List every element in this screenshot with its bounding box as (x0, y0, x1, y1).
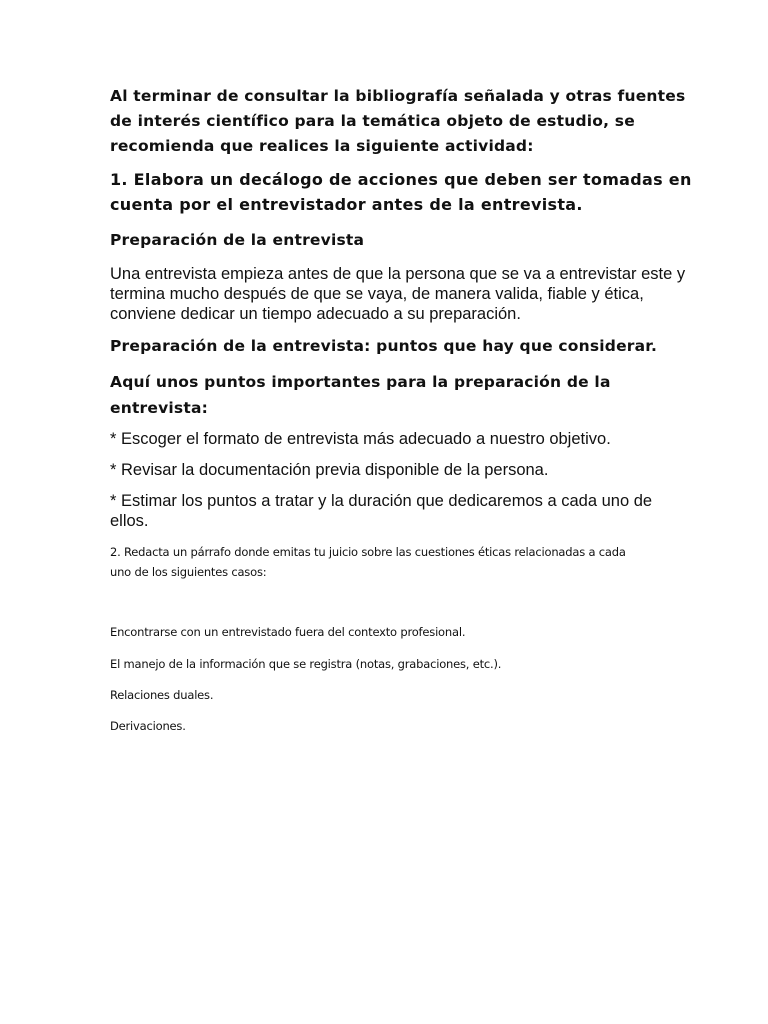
section-1-paragraph (110, 264, 686, 324)
bullet-line: * Estimar los puntos a tratar y la duración que dedicaremos a cada uno de (110, 492, 653, 510)
intro-line: Al terminar de consultar la bibliografía señalada y otras fuentes (110, 87, 686, 105)
section-1-line: Una entrevista empieza antes de que la persona que se va a entrevistar este y (110, 265, 686, 283)
intro-line: recomienda que realices la siguiente actividad: (110, 137, 534, 155)
section-2-heading: Preparación de la entrevista: puntos que hay que considerar. (110, 337, 658, 355)
case-item: Relaciones duales. (110, 688, 214, 702)
case-item: El manejo de la información que se registra (notas, grabaciones, etc.). (110, 657, 502, 671)
case-item: Derivaciones. (110, 719, 186, 733)
task-1-line: cuenta por el entrevistador antes de la entrevista. (110, 195, 583, 214)
section-1-heading: Preparación de la entrevista (110, 231, 365, 249)
section-1-line: termina mucho después de que se vaya, de manera valida, fiable y ética, (110, 285, 644, 303)
task-1-line: 1. Elabora un decálogo de acciones que deben ser tomadas en (110, 170, 692, 189)
section-2-subheading (110, 369, 670, 421)
intro-paragraph (110, 84, 686, 159)
bullet-item: * Revisar la documentación previa disponible de la persona. (110, 461, 549, 479)
task-2-line: 2. Redacta un párrafo donde emitas tu juicio sobre las cuestiones éticas relacionadas a cada (110, 545, 626, 559)
subheading-line: entrevista: (110, 399, 209, 417)
bullet-item (110, 491, 670, 531)
task-2-paragraph (110, 542, 670, 582)
task-1-paragraph (110, 167, 692, 217)
subheading-line: Aquí unos puntos importantes para la preparación de la (110, 373, 611, 391)
section-1-line: conviene dedicar un tiempo adecuado a su preparación. (110, 305, 521, 323)
task-2-line: uno de los siguientes casos: (110, 565, 267, 579)
bullet-item: * Escoger el formato de entrevista más adecuado a nuestro objetivo. (110, 430, 611, 448)
case-item: Encontrarse con un entrevistado fuera del contexto profesional. (110, 625, 466, 639)
intro-line: de interés científico para la temática objeto de estudio, se (110, 112, 635, 130)
bullet-line: ellos. (110, 512, 149, 530)
